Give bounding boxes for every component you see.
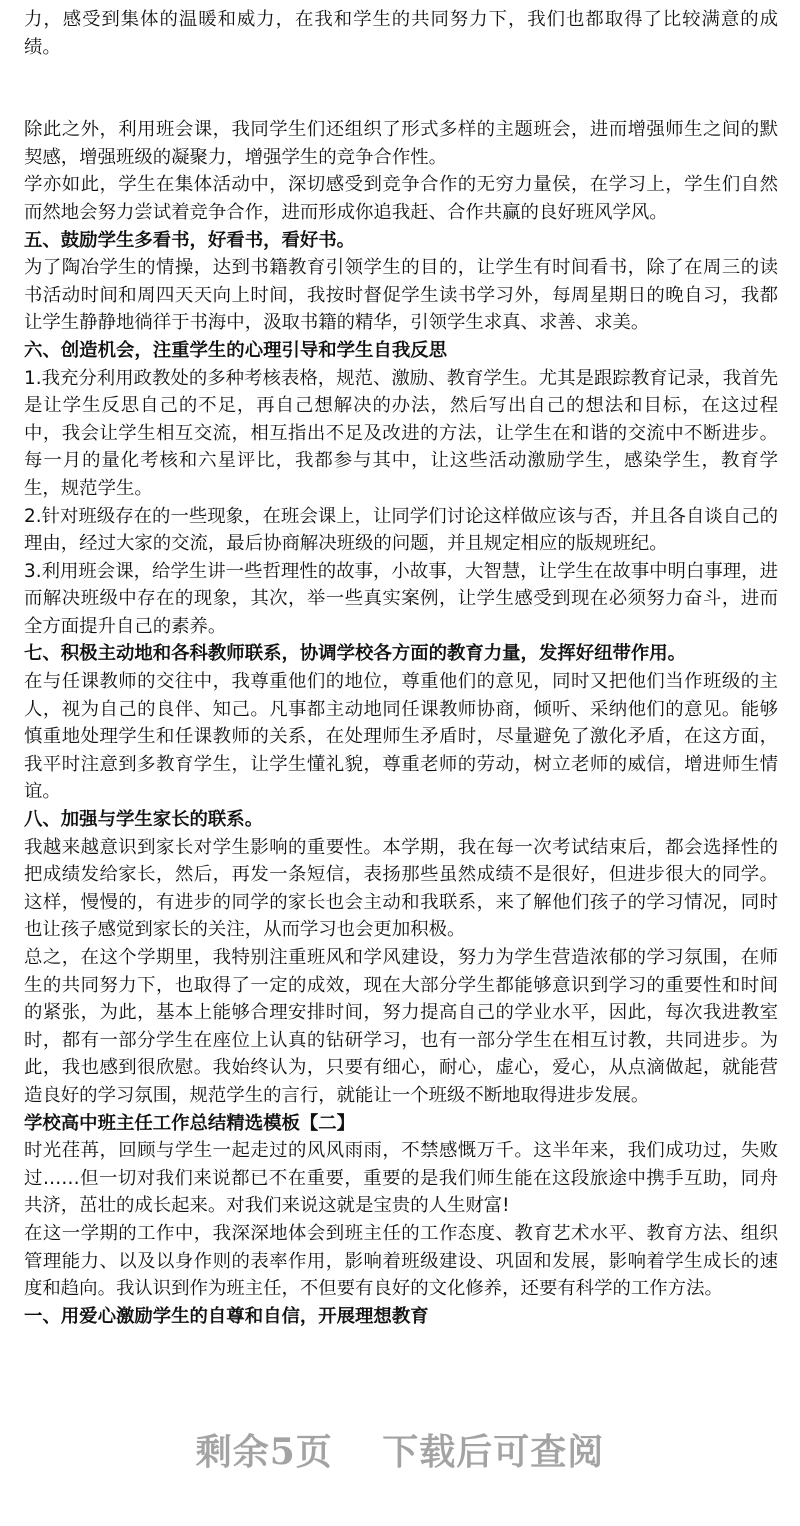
paragraph: 总之，在这个学期里，我特别注重班风和学风建设，努力为学生营造浓郁的学习氛围，在师生的共同努力下，也取得了一定的成效，现在大部分学生都能够意识到学习的重要性和时间的紧张，为此，基本上能够合理安排时间，努力提高自己的学业水平，因此，每次我进教室时，都有一部分学生在座位上认真的钻研学习，也有一部分学生在相互讨教，共同进步。为此，我也感到很欣慰。我始终认为，只要有细心，耐心，虚心，爱心，从点滴做起，就能营造良好的学习氛围，规范学生的言行，就能让一个班级不断地取得进步发展。	[24, 947, 778, 1106]
download-to-view-label: 下载后可查阅	[382, 1431, 605, 1473]
paragraph: 为了陶冶学生的情操，达到书籍教育引领学生的目的，让学生有时间看书，除了在周三的读书活动时间和周四天天向上时间，我按时督促学生读书学习外，每周星期日的晚自习，我都让学生静静地徜徉于书海中，汲取书籍的精华，引领学生求真、求善、求美。	[24, 257, 778, 334]
section-heading: 八、加强与学生家长的联系。	[24, 809, 264, 831]
paragraph: 我越来越意识到家长对学生影响的重要性。本学期，我在每一次考试结束后，都会选择性的把成绩发给家长，然后，再发一条短信，表扬那些虽然成绩不是很好，但进步很大的同学。这样，慢慢的，有进步的同学的家长也会主动和我联系，来了解他们孩子的学习情况，同时也让孩子感觉到家长的关注，从而学习也会更加积极。	[24, 836, 778, 941]
paragraph: 2.针对班级存在的一些现象，在班会课上，让同学们讨论这样做应该与否，并且各自谈自己的理由，经过大家的交流，最后协商解决班级的问题，并且规定相应的版规班纪。	[24, 505, 778, 555]
download-prompt[interactable]	[0, 1424, 800, 1475]
remaining-pages-label: 剩余5页	[195, 1431, 333, 1473]
paragraph: 3.利用班会课，给学生讲一些哲理性的故事，小故事，大智慧，让学生在故事中明白事理，进而解决班级中存在的现象，其次，举一些真实案例，让学生感受到现在必须努力奋斗，进而全方面提升自己的素养。	[24, 560, 778, 637]
section-heading: 六、创造机会，注重学生的心理引导和学生自我反思	[24, 339, 447, 361]
paragraph: 力，感受到集体的温暖和威力，在我和学生的共同努力下，我们也都取得了比较满意的成绩。	[24, 9, 778, 58]
section-heading: 七、积极主动地和各科教师联系，协调学校各方面的教育力量，发挥好纽带作用。	[24, 643, 687, 665]
paragraph: 在与任课教师的交往中，我尊重他们的地位，尊重他们的意见，同时又把他们当作班级的主人，视为自己的良伴、知己。凡事都主动地同任课教师协商，倾听、采纳他们的意见。能够慎重地处理学生和任课教师的关系，在处理师生矛盾时，尽量避免了激化矛盾，在这方面，我平时注意到多教育学生，让学生懂礼貌，尊重老师的劳动，树立老师的威信，增进师生情谊。	[24, 671, 778, 803]
paragraph: 时光荏苒，回顾与学生一起走过的风风雨雨，不禁感慨万千。这半年来，我们成功过，失败过……但一切对我们来说都已不在重要，重要的是我们师生能在这段旅途中携手互助，同舟共济，茁壮的成长起来。对我们来说这就是宝贵的人生财富!	[24, 1140, 778, 1217]
paragraph: 1.我充分利用政教处的多种考核表格，规范、激励、教育学生。尤其是跟踪教育记录，我首先是让学生反思自己的不足，再自己想解决的办法，然后写出自己的想法和目标，在这过程中，我会让学生相互交流，相互指出不足及改进的方法，让学生在和谐的交流中不断进步。每一月的量化考核和六星评比，我都参与其中，让这些活动激励学生，感染学生，教育学生，规范学生。	[24, 367, 778, 499]
section-heading: 一、用爱心激励学生的自尊和自信，开展理想教育	[24, 1305, 429, 1327]
document-body	[24, 0, 778, 1330]
section-heading: 学校高中班主任工作总结精选模板【二】	[24, 1112, 356, 1134]
paragraph-list	[24, 116, 778, 1330]
paragraph: 在这一学期的工作中，我深深地体会到班主任的工作态度、教育艺术水平、教育方法、组织管理能力、以及以身作则的表率作用，影响着班级建设、巩固和发展，影响着学生成长的速度和趋向。我认识到作为班主任，不但要有良好的文化修养，还要有科学的工作方法。	[24, 1222, 778, 1300]
section-heading: 五、鼓励学生多看书，好看书，看好书。	[24, 229, 356, 251]
paragraph: 除此之外，利用班会课，我同学生们还组织了形式多样的主题班会，进而增强师生之间的默契感，增强班级的凝聚力，增强学生的竞争合作性。	[24, 119, 778, 168]
paragraph: 学亦如此，学生在集体活动中，深切感受到竞争合作的无穷力量侯，在学习上，学生们自然而然地会努力尝试着竞争合作，进而形成你追我赶、合作共赢的良好班风学风。	[24, 174, 778, 223]
